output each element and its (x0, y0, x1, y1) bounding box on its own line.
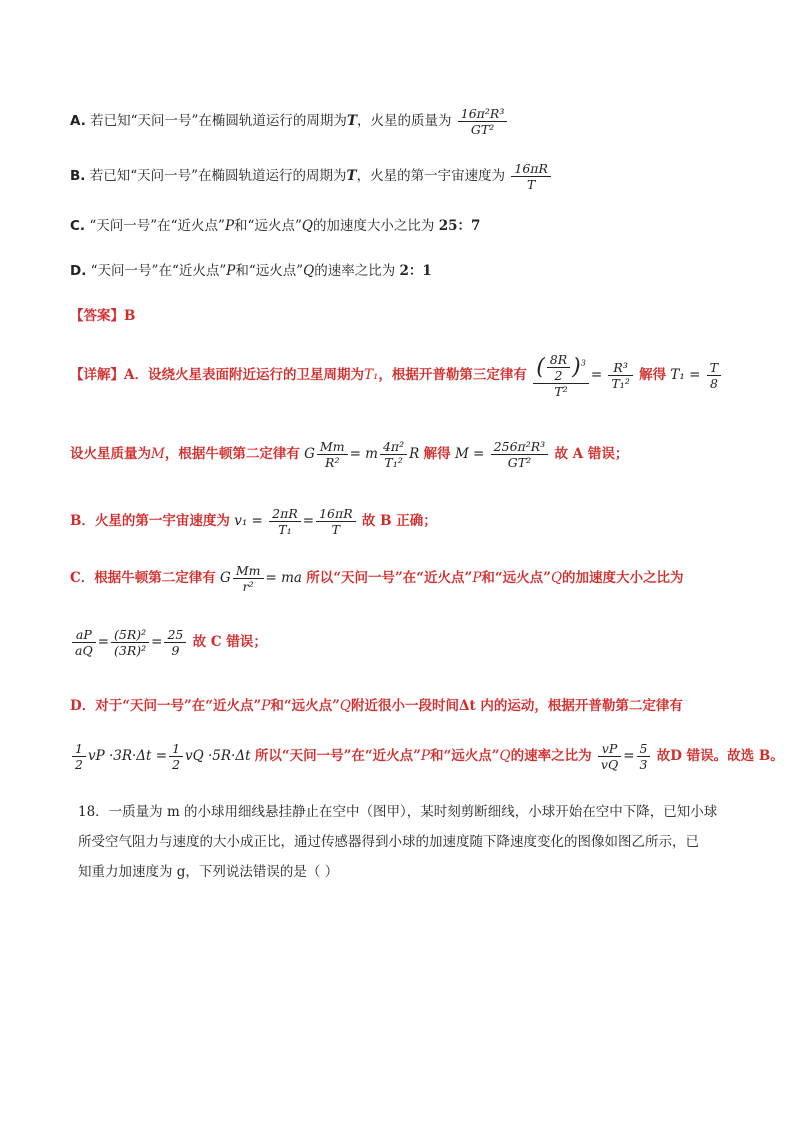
option-label: D. (70, 263, 87, 279)
option-text: ，火星的质量为 (356, 113, 452, 129)
option-text: ，火星的第一宇宙速度为 (356, 168, 506, 184)
detail-text: 故D 错误。故选 B。 (656, 748, 784, 764)
gravity-constant: G (220, 570, 231, 586)
detail-text: 和“远火点” (481, 570, 551, 586)
mass-symbol: M (151, 446, 165, 462)
point-p: P (261, 698, 271, 714)
option-label: A. (70, 113, 86, 129)
period-symbol: T₁ (363, 367, 379, 383)
option-a (70, 106, 509, 137)
option-label: B. (70, 168, 86, 184)
exponent: 3 (580, 358, 586, 368)
option-text: 若已知“天问一号”在椭圆轨道运行的周期为 (89, 168, 347, 184)
detail-text: 【详解】A．设绕火星表面附近运行的卫星周期为 (70, 367, 364, 383)
point-q: Q (499, 748, 511, 764)
point-p: P (226, 263, 236, 279)
detail-line-1 (70, 352, 723, 399)
detail-line-3 (70, 503, 437, 539)
velocity-fraction (269, 506, 301, 537)
point-p: P (420, 748, 430, 764)
point-q: Q (339, 698, 351, 714)
fraction-numerator (533, 352, 589, 384)
detail-text: 故 A 错误； (554, 446, 629, 462)
point-p: P (224, 218, 235, 234)
fraction-denominator: T (331, 522, 341, 537)
velocity-symbol: v₁ = (234, 513, 263, 529)
option-text: “天问一号”在“近火点” (89, 218, 225, 234)
detail-text: 和“远火点” (429, 748, 500, 764)
option-d (70, 262, 432, 280)
fraction-denominator: 9 (171, 643, 180, 658)
fraction-numerator: 8R (547, 352, 570, 368)
fraction-denominator: 8 (709, 376, 718, 391)
option-label: C. (70, 218, 86, 234)
mass-result-fraction (491, 439, 549, 470)
ratio-value: 2：1 (399, 263, 432, 279)
fraction-denominator: T₁² (384, 455, 403, 470)
equals-sign: = ma (265, 570, 302, 586)
detail-text: D．对于“天问一号”在“近火点” (70, 698, 262, 714)
centripetal-fraction (380, 439, 407, 470)
fraction-numerator: 4π² (380, 439, 407, 455)
option-c (70, 217, 480, 235)
half-fraction (72, 741, 86, 772)
fraction-numerator: R³ (608, 360, 632, 376)
half-fraction (169, 741, 183, 772)
fraction-numerator: T (707, 360, 721, 376)
answer: 【答案】B (70, 308, 136, 324)
fraction-numerator: 25 (164, 627, 186, 643)
detail-line-5 (70, 622, 267, 662)
option-text: 和“远火点” (235, 263, 304, 279)
fraction-denominator: GT² (507, 455, 532, 470)
detail-text: 解得 (423, 446, 451, 462)
gravity-fraction (233, 563, 264, 594)
detail-text: 设火星质量为 (70, 446, 151, 462)
option-b (70, 161, 553, 192)
detail-text: 故 C 错误； (192, 634, 267, 650)
detail-text: B．火星的第一宇宙速度为 (70, 513, 230, 529)
detail-text: C．根据牛顿第二定律有 (70, 570, 216, 586)
fraction-numerator: 1 (72, 741, 86, 757)
detail-text: 所以“天问一号”在“近火点” (254, 748, 421, 764)
fraction-denominator: 2 (172, 757, 181, 772)
fraction-numerator: aP (72, 627, 96, 643)
ratio-value: 25：7 (438, 218, 481, 234)
option-text: 若已知“天问一号”在椭圆轨道运行的周期为 (90, 113, 347, 129)
fraction-numerator: Mm (317, 439, 348, 455)
detail-text: 的加速度大小之比为 (562, 570, 684, 586)
fraction-numerator: 16πR (316, 506, 356, 522)
fraction-denominator: 2 (554, 368, 563, 383)
point-q: Q (301, 218, 313, 234)
result-fraction (707, 360, 721, 391)
close-paren: ) (572, 355, 581, 380)
fraction-denominator: T₁ (278, 522, 292, 537)
option-text: “天问一号”在“近火点” (90, 263, 227, 279)
detail-text: ，根据牛顿第二定律有 (164, 446, 300, 462)
fraction-denominator: T₁² (611, 376, 630, 391)
velocity-result-fraction (316, 506, 356, 537)
fraction-denominator: R² (325, 455, 340, 470)
equals-sign: = (590, 367, 603, 383)
speed-result-fraction (637, 741, 651, 772)
fraction-numerator: 5 (637, 741, 651, 757)
velocity-fraction (511, 161, 551, 192)
fraction-denominator: vQ (600, 757, 619, 772)
kepler-right-fraction (608, 360, 632, 391)
detail-text: 的速率之比为 (510, 748, 592, 764)
kepler-left-fraction (533, 352, 589, 399)
fraction-numerator: 16π²R³ (458, 106, 508, 122)
radius-squared-fraction (111, 627, 149, 658)
fraction-numerator: Mm (233, 563, 264, 579)
fraction-numerator: 1 (169, 741, 183, 757)
inner-fraction (547, 352, 570, 383)
detail-line-7 (70, 738, 784, 774)
acceleration-ratio-fraction (72, 627, 96, 658)
equals-sign: = (151, 634, 163, 650)
area-expression: vQ ·5R·Δt (185, 748, 251, 764)
detail-line-2 (70, 436, 628, 472)
fraction-denominator: GT² (470, 122, 495, 137)
fraction-denominator: T² (554, 384, 568, 399)
question-18-line-1: 18．一质量为 m 的小球用细线悬挂静止在空中（图甲），某时刻剪断细线，小球开始在空中下降，已知小球 (78, 804, 718, 820)
option-text: 的速率之比为 (314, 263, 396, 279)
fraction-numerator: 2πR (269, 506, 301, 522)
fraction-denominator: T (526, 177, 536, 192)
fraction-denominator: r² (242, 579, 254, 594)
detail-text: 解得 (639, 367, 667, 383)
equals-sign: = (623, 748, 635, 764)
detail-line-6 (70, 697, 683, 715)
gravity-fraction (317, 439, 348, 470)
detail-text: 和“远火点” (270, 698, 340, 714)
question-18-line-3: 知重力加速度为 g，下列说法错误的是（ ） (78, 864, 339, 880)
point-q: Q (303, 263, 315, 279)
fraction-denominator: 3 (639, 757, 648, 772)
equals-sign: = (97, 634, 110, 650)
period-symbol: T (346, 113, 357, 129)
equals-sign: = (302, 513, 315, 529)
fraction-numerator: 256π²R³ (491, 439, 549, 455)
fraction-denominator: aQ (75, 643, 93, 658)
fraction-numerator: 16πR (511, 161, 551, 177)
open-paren: ( (536, 355, 545, 380)
result-expression: M = (454, 446, 485, 462)
result-expression: T₁ = (670, 367, 701, 383)
area-expression: vP ·3R·Δt = (87, 748, 168, 764)
detail-text: 附近很小一段时间Δt 内的运动，根据开普勒第二定律有 (350, 698, 683, 714)
question-18-line-2: 所受空气阻力与速度的大小成正比，通过传感器得到小球的加速度随下降速度变化的图像如图乙所示，已 (78, 834, 699, 850)
detail-text: 所以“天问一号”在“近火点” (306, 570, 473, 586)
fraction-numerator: vP (598, 741, 621, 757)
fraction-numerator: (5R)² (111, 627, 149, 643)
fraction-denominator: (3R)² (114, 643, 147, 658)
detail-line-4 (70, 560, 684, 596)
point-p: P (472, 570, 482, 586)
speed-ratio-fraction (598, 741, 621, 772)
gravity-constant: G (304, 446, 315, 462)
equals-sign: = m (349, 446, 378, 462)
fraction-denominator: 2 (75, 757, 83, 772)
option-text: 的加速度大小之比为 (312, 218, 435, 234)
point-q: Q (550, 570, 563, 586)
period-symbol: T (346, 168, 357, 184)
radius-symbol: R (409, 446, 420, 462)
option-text: 和“远火点” (234, 218, 302, 234)
ratio-result-fraction (164, 627, 186, 658)
detail-text: 故 B 正确； (361, 513, 437, 529)
mass-fraction (458, 106, 508, 137)
detail-text: ，根据开普勒第三定律有 (378, 367, 527, 383)
